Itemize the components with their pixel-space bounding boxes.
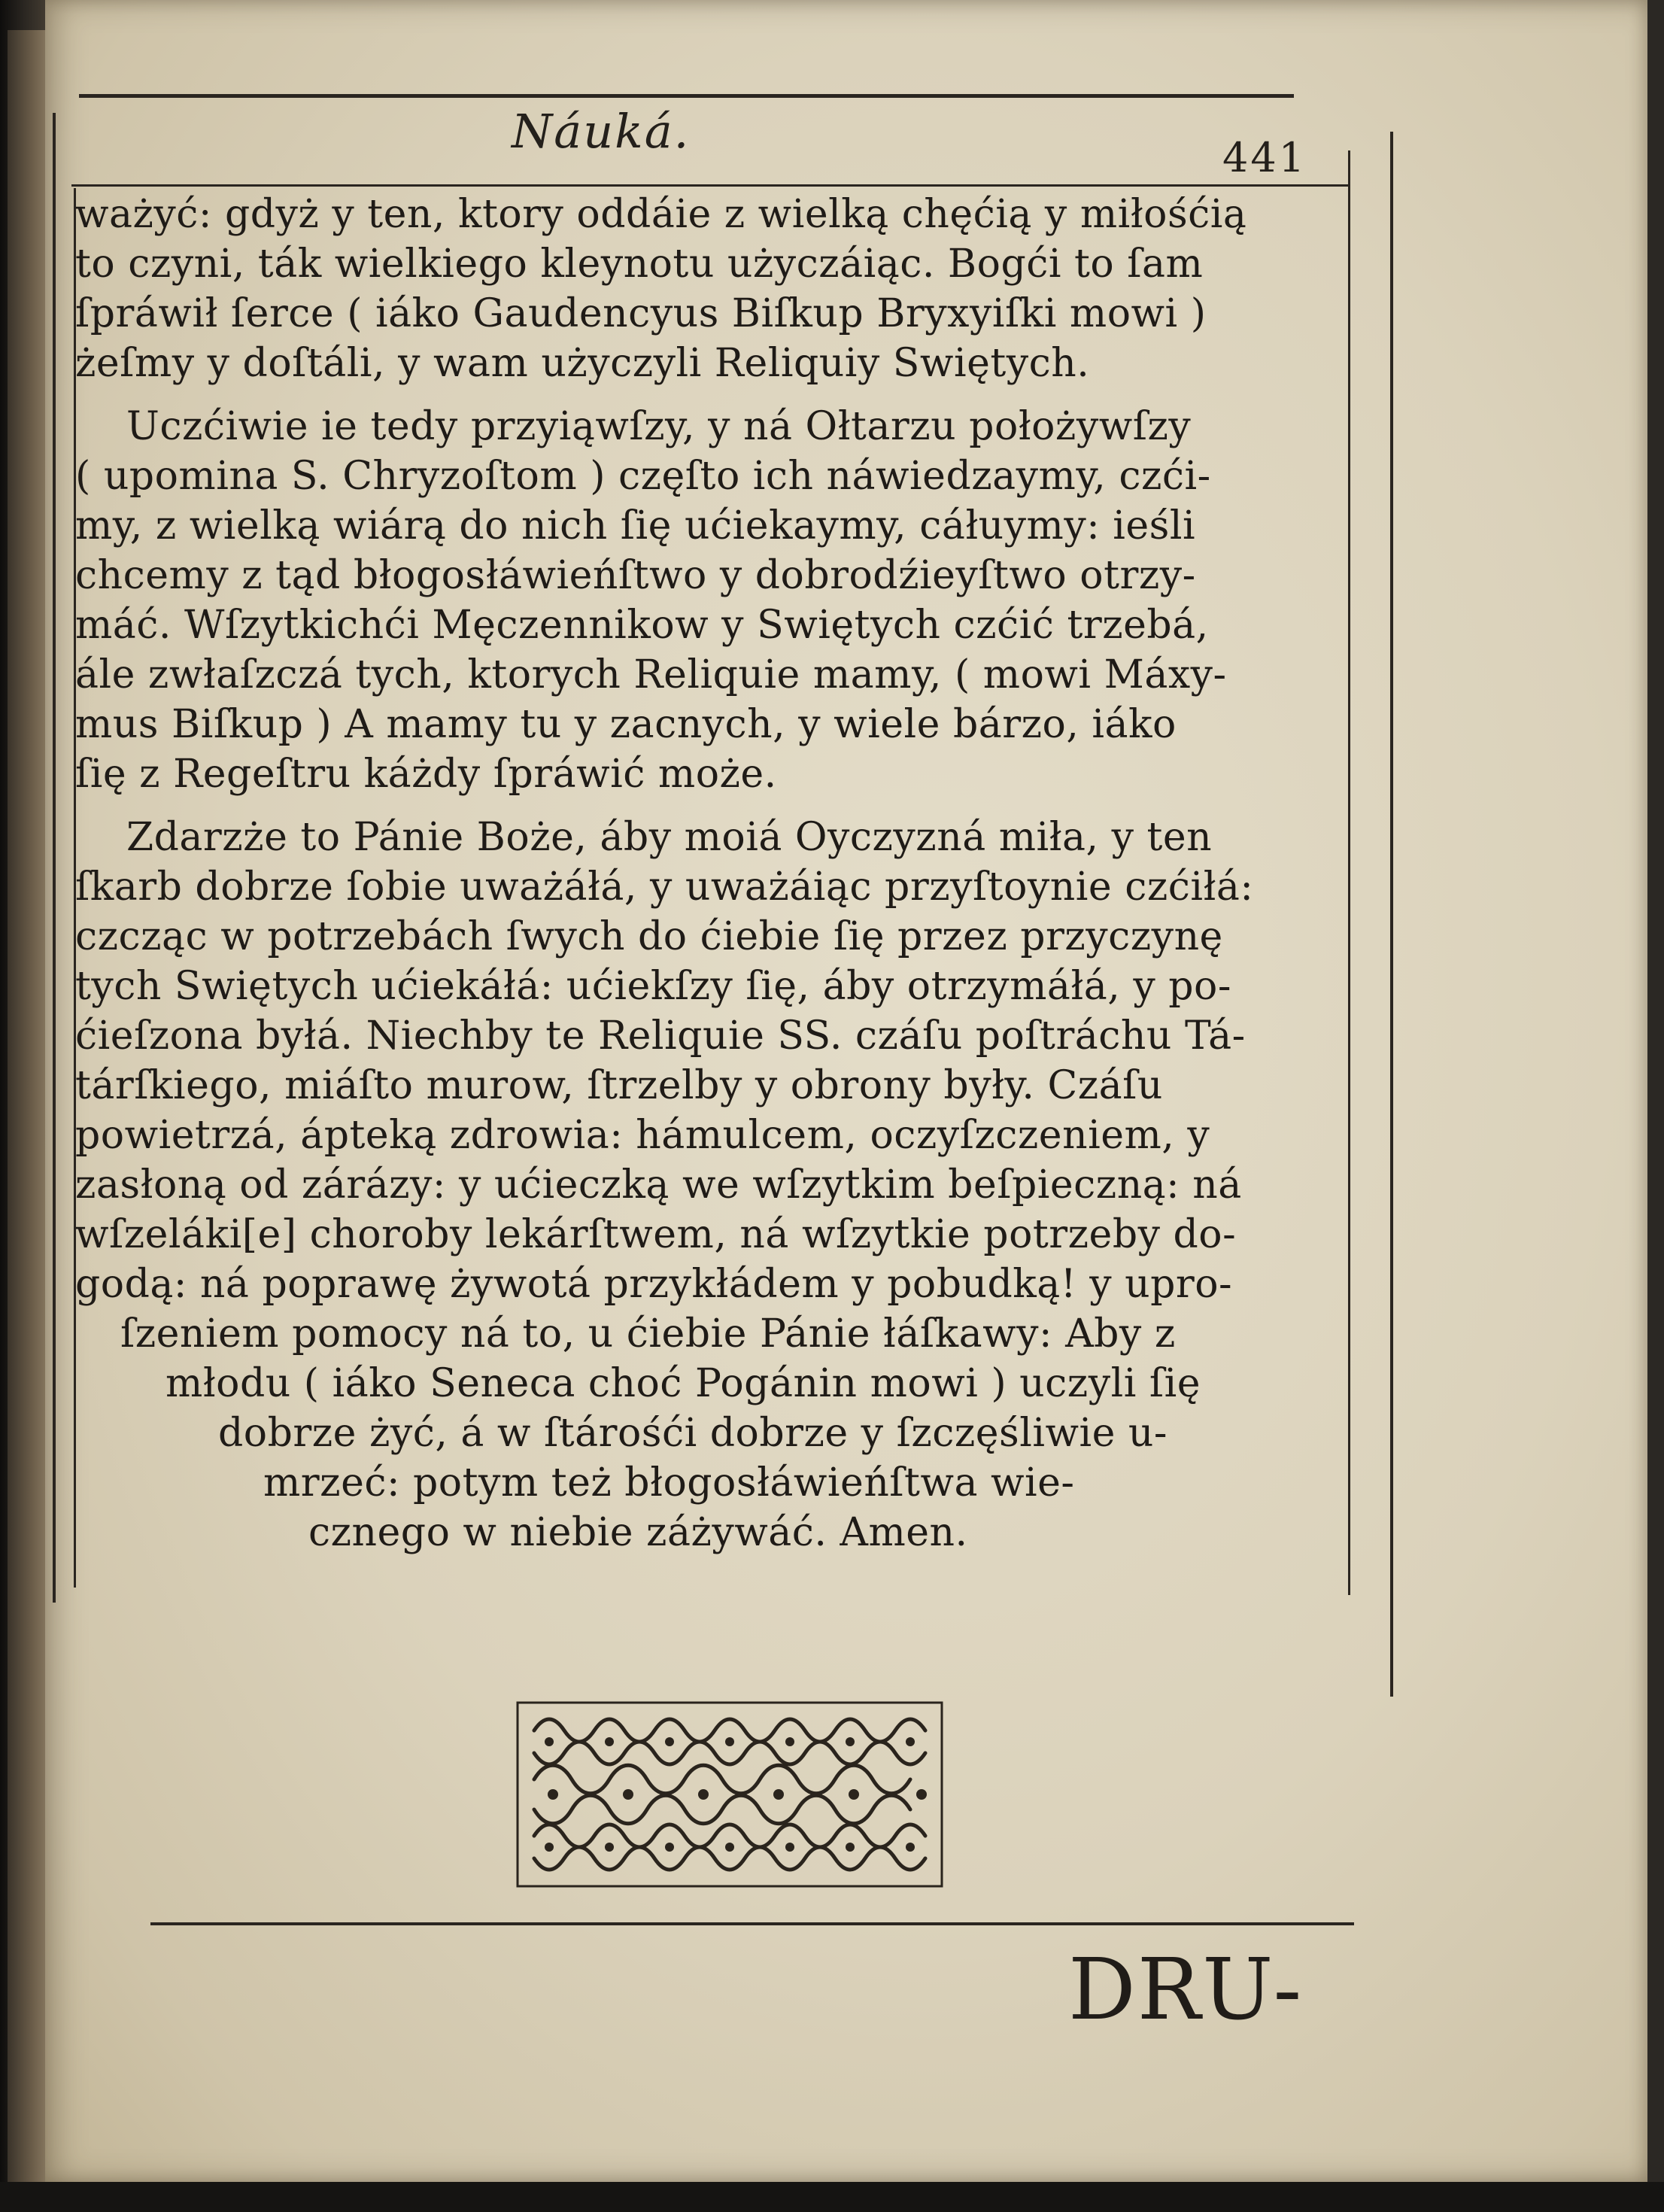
- text-line: my, z wielką wiárą do nich ſię ućiekaymy, cáłuymy: ieśli: [75, 503, 1196, 548]
- text-line: czcząc w potrzebách ſwych do ćiebie ſię przez przyczynę: [75, 914, 1223, 959]
- frame-rule-top: [79, 94, 1294, 98]
- frame-rule-right-inner: [1348, 150, 1350, 1595]
- catchword: DRU-: [1068, 1941, 1304, 2039]
- text-line: powietrzá, ápteką zdrowia: hámulcem, oczyſzczeniem, y: [75, 1113, 1210, 1158]
- running-head: Náuká.: [512, 104, 691, 159]
- frame-rule-right-outer: [1390, 132, 1393, 1697]
- previous-page-edge: [8, 30, 50, 2182]
- text-line: mrzeć: potym też błogosłáwieńſtwa wie-: [263, 1460, 1075, 1506]
- text-line: wſzeláki[e] choroby lekárſtwem, ná wſzytkie potrzeby do-: [75, 1212, 1237, 1257]
- text-line: ſkarb dobrze ſobie uważáłá, y uważáiąc przyſtoynie czćiłá:: [75, 864, 1254, 910]
- scan-edge-bottom: [0, 2182, 1664, 2212]
- printer-ornament: [512, 1697, 948, 1892]
- text-line: ſpráwił ſerce ( iáko Gaudencyus Biſkup Bryxyiſki mowi ): [75, 291, 1207, 336]
- scan-edge-right: [1647, 0, 1664, 2212]
- text-line: cznego w niebie záżywáć. Amen.: [308, 1510, 968, 1555]
- text-line: ále zwłaſzczá tych, ktorych Reliquie mamy, ( mowi Máxy-: [75, 652, 1227, 697]
- text-line: ćieſzona byłá. Niechby te Reliquie SS. czáſu poſtráchu Tá-: [75, 1013, 1246, 1059]
- text-line: máć. Wſzytkichći Męczennikow y Swiętych czćić trzebá,: [75, 603, 1209, 648]
- text-line: ſię z Regeſtru káżdy ſpráwić może.: [75, 752, 777, 797]
- text-line: Uczćiwie ie tedy przyiąwſzy, y ná Ołtarzu położywſzy: [126, 404, 1192, 449]
- text-line: zasłoną od zárázy: y ućieczką we wſzytkim beſpieczną: ná: [75, 1162, 1242, 1208]
- text-line: mus Biſkup ) A mamy tu y zacnych, y wiele bárzo, iáko: [75, 702, 1177, 747]
- text-line: ( upomina S. Chryzoſtom ) częſto ich náwiedzaymy, czći-: [75, 454, 1211, 499]
- text-line: tych Swiętych ućiekáłá: ućiekſzy ſię, áby otrzymáłá, y po-: [75, 964, 1231, 1009]
- header-rule: [71, 184, 1350, 187]
- text-line: Zdarzże to Pánie Boże, áby moiá Oyczyzná miła, y ten: [126, 815, 1213, 860]
- text-line: to czyni, ták wielkiego kleynotu użyczáiąc. Bogći to ſam: [75, 242, 1204, 287]
- text-line: godą: ná poprawę żywotá przykłádem y pobudką! y upro-: [75, 1262, 1233, 1307]
- text-line: ważyć: gdyż y ten, ktory oddáie z wielką chęćią y miłośćią: [75, 192, 1247, 237]
- frame-rule-left-outer: [53, 113, 56, 1603]
- text-line: ſzeniem pomocy ná to, u ćiebie Pánie łáſkawy: Aby z: [120, 1311, 1176, 1357]
- text-line: chcemy z tąd błogosłáwieńſtwo y dobrodźieyſtwo otrzy-: [75, 553, 1196, 598]
- frame-rule-bottom: [150, 1922, 1354, 1925]
- page-number: 441: [1222, 134, 1307, 181]
- text-line: dobrze żyć, á w ſtárośći dobrze y ſzczęśliwie u-: [218, 1411, 1168, 1456]
- text-line: tárſkiego, miáſto murow, ſtrzelby y obrony były. Czáſu: [75, 1063, 1163, 1108]
- text-line: młodu ( iáko Seneca choć Pogánin mowi ) uczyli ſię: [165, 1361, 1201, 1406]
- text-line: żeſmy y doſtáli, y wam użyczyli Reliquiy Swiętych.: [75, 341, 1090, 386]
